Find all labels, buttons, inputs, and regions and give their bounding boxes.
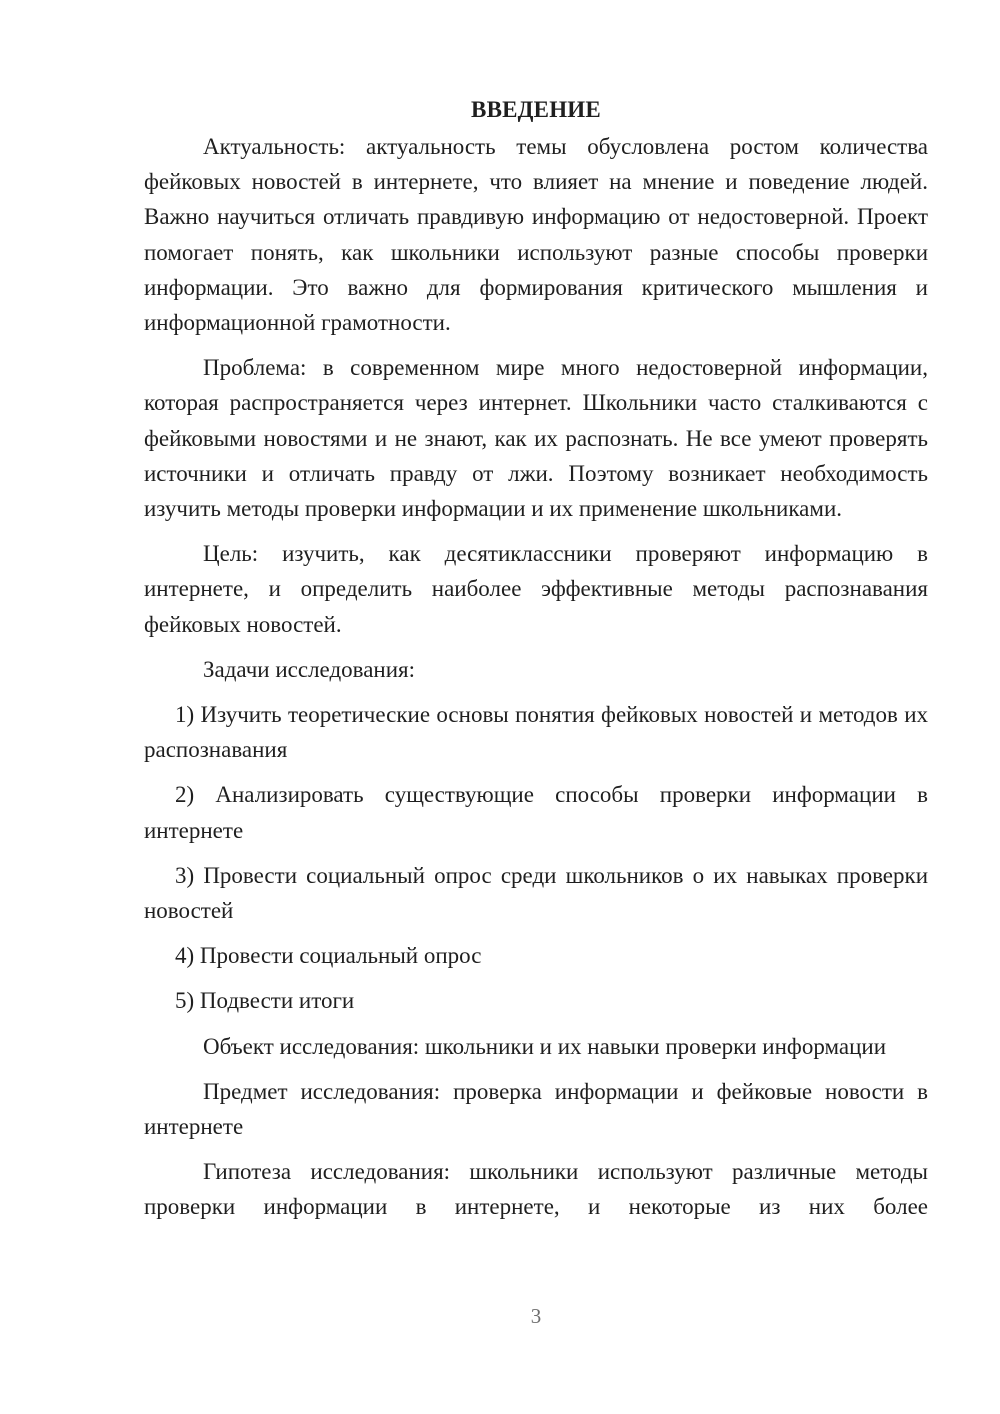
hypothesis-paragraph: Гипотеза исследования: школьники используют различные методы проверки информации в интернете, и некоторые из них более [144,1159,928,1220]
task-item-3: 3) Провести социальный опрос среди школьников о их навыках проверки новостей [144,862,928,924]
task-item-5: 5) Подвести итоги [175,988,355,1014]
task-item-4: 4) Провести социальный опрос [175,943,482,969]
relevance-paragraph: Актуальность: актуальность темы обусловлена ростом количества фейковых новостей в интернете, что влияет на мнение и поведение людей. Важно научиться отличать правдивую информацию от недостоверной. Проект помогает понять, как школьники используют разные способы проверки информации. Это важно для формирования критического мышления и информационной грамотности. [144,134,928,336]
tasks-heading: Задачи исследования: [203,656,416,682]
page-number: 3 [530,1304,542,1328]
task-item-2: 2) Анализировать существующие способы проверки информации в интернете [144,782,928,843]
goal-paragraph: Цель: изучить, как десятиклассники проверяют информацию в интернете, и определить наиболее эффективные методы распознавания фейковых новостей. [144,541,928,637]
subject-paragraph: Предмет исследования: проверка информации и фейковые новости в интернете [144,1078,928,1140]
document-page [144,92,928,1225]
section-title: ВВЕДЕНИЕ [471,97,601,122]
task-item-1: 1) Изучить теоретические основы понятия фейковых новостей и методов их распознавания [144,702,928,763]
problem-paragraph: Проблема: в современном мире много недостоверной информации, которая распространяется через интернет. Школьники часто сталкиваются с фейковыми новостями и не знают, как их распознать. Не все умеют проверять источники и отличать правду от лжи. Поэтому возникает необходимость изучить методы проверки информации и их применение школьниками. [144,355,928,522]
object-paragraph: Объект исследования: школьники и их навыки проверки информации [203,1033,887,1059]
